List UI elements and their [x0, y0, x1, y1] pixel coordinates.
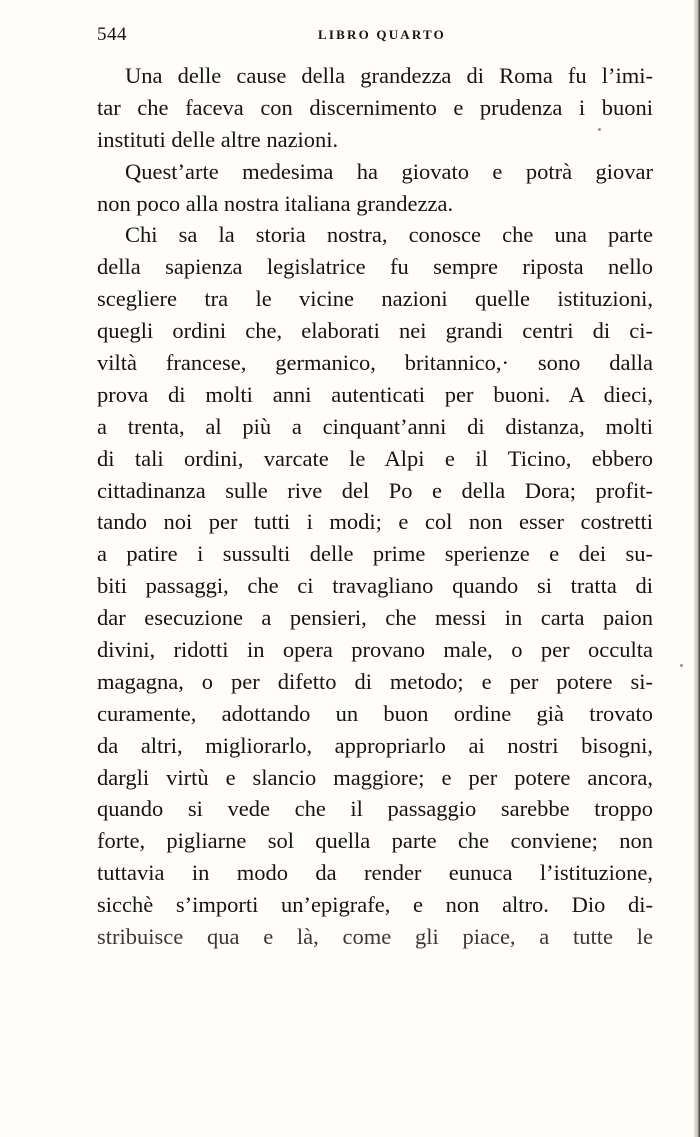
text-line: prova di molti anni autenticati per buoni. A dieci, [97, 381, 653, 407]
text-line: cittadinanza sulle rive del Po e della Dora; profit- [97, 477, 653, 503]
running-head [97, 24, 653, 46]
text-line: divini, ridotti in opera provano male, o per occulta [97, 637, 653, 663]
text-line: sicchè s’importi un’epigrafe, e non altro. Dio di- [97, 892, 653, 918]
text-line: quegli ordini che, elaborati nei grandi centri di ci- [97, 318, 653, 344]
text-line: curamente, adottando un buon ordine già trovato [97, 700, 653, 726]
text-line: magagna, o per difetto di metodo; e per potere si- [97, 668, 653, 694]
text-line: Chi sa la storia nostra, conosce che una parte [125, 222, 653, 248]
text-line: dargli virtù e slancio maggiore; e per potere ancora, [97, 764, 653, 790]
text-line: viltà francese, germanico, britannico,· sono dalla [97, 350, 653, 376]
text-line: della sapienza legislatrice fu sempre riposta nello [97, 254, 653, 280]
text-line: a trenta, al più a cinquant’anni di distanza, molti [97, 413, 653, 439]
text-line: di tali ordini, varcate le Alpi e il Ticino, ebbero [97, 445, 653, 471]
page-number: 544 [97, 24, 127, 45]
body-text [97, 60, 653, 953]
page-edge-shadow [694, 0, 700, 1137]
text-line: a patire i sussulti delle prime sperienze e dei su- [97, 541, 653, 567]
text-line: tando noi per tutti i modi; e col non esser costretti [97, 509, 653, 535]
text-line: quando si vede che il passaggio sarebbe troppo [97, 796, 653, 822]
text-line: da altri, migliorarlo, appropriarlo ai nostri bisogni, [97, 732, 653, 758]
text-line: forte, pigliarne sol quella parte che conviene; non [97, 828, 653, 854]
text-line: biti passaggi, che ci travagliano quando si tratta di [97, 573, 653, 599]
text-line: instituti delle altre nazioni. [97, 126, 339, 152]
paper-speck [598, 128, 601, 131]
running-title: LIBRO QUARTO [318, 27, 446, 42]
text-line: dar esecuzione a pensieri, che messi in carta paion [97, 605, 653, 631]
text-line: scegliere tra le vicine nazioni quelle istituzioni, [97, 286, 653, 312]
text-line: Quest’arte medesima ha giovato e potrà giovar [125, 158, 653, 184]
text-line: non poco alla nostra italiana grandezza. [97, 190, 454, 216]
paper-speck [680, 664, 683, 667]
text-line: Una delle cause della grandezza di Roma fu l’imi- [125, 63, 653, 88]
text-line: stribuisce qua e là, come gli piace, a tutte le [97, 924, 653, 950]
text-line: tuttavia in modo da render eunuca l’istituzione, [97, 860, 653, 886]
text-line: tar che faceva con discernimento e prudenza i buoni [97, 94, 653, 120]
